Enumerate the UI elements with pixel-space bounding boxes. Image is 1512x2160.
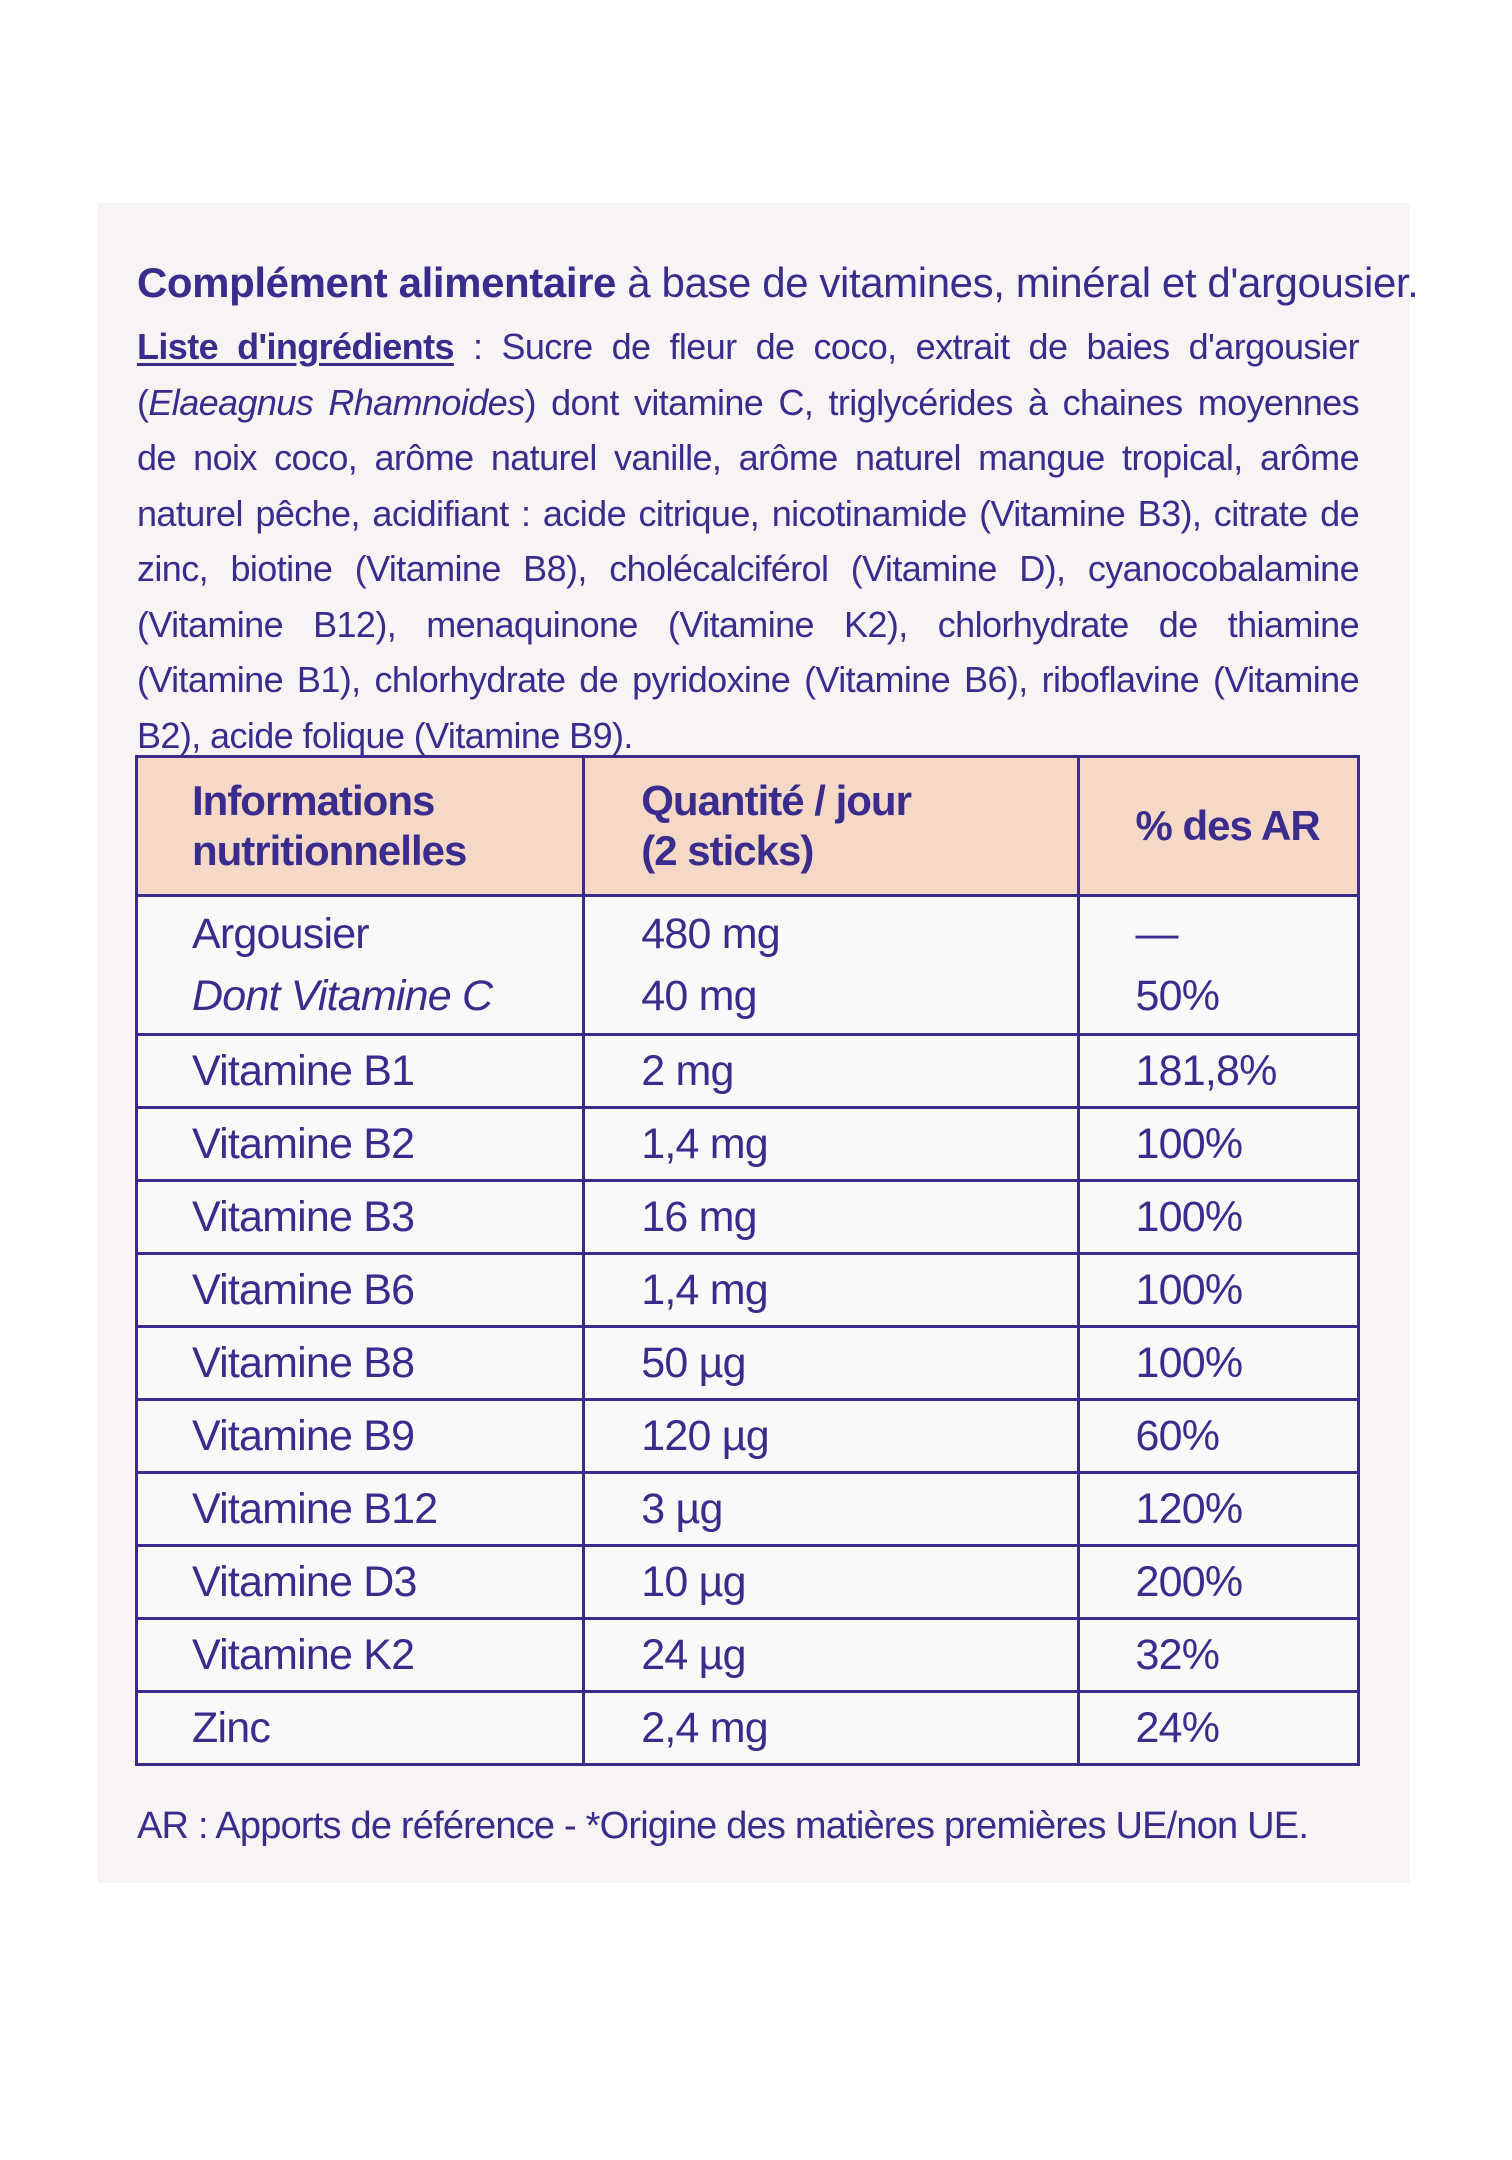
table-row — [137, 1108, 1359, 1181]
table-row — [137, 1400, 1359, 1473]
ingredients-text-start: Sucre de fleur de coco, extrait de baies d'argousier ( — [137, 326, 1359, 423]
quantity-value: 24 µg — [584, 1619, 1078, 1692]
header-quantity — [584, 757, 1078, 896]
quantity-value: 1,4 mg — [584, 1254, 1078, 1327]
ar-value: 32% — [1078, 1619, 1359, 1692]
quantity-cell — [584, 896, 1078, 1035]
ingredients-text-rest: ) dont vitamine C, triglycérides à chaines moyennes de noix coco, arôme naturel vanille, arôme naturel mangue tropical, arôme naturel pêche, acidifiant : acide citrique, nicotinamide (Vitamine B3), citrate de zinc, biotine (Vitamine B8), cholécalciférol (Vitamine D), cyanocobalamine (Vitamine B12), menaquinone (Vitamine K2), chlorhydrate de thiamine (Vitamine B1), chlorhydrate de pyridoxine (Vitamine B6), riboflavine (Vitamine B2), acide folique (Vitamine B9). — [137, 381, 1359, 756]
nutrient-name: Vitamine K2 — [137, 1619, 584, 1692]
quantity-value: 2,4 mg — [584, 1692, 1078, 1765]
nutrient-name: Vitamine B2 — [137, 1108, 584, 1181]
table-row — [137, 896, 1359, 1035]
nutrient-name: Vitamine B3 — [137, 1181, 584, 1254]
header-ar-percent — [1078, 757, 1359, 896]
header-quantity-line2: (2 sticks) — [641, 827, 814, 874]
table-row — [137, 1327, 1359, 1400]
ar-value: 100% — [1078, 1254, 1359, 1327]
header-nutrition-info — [137, 757, 584, 896]
table-row — [137, 1619, 1359, 1692]
ingredients-list — [137, 319, 1359, 763]
quantity-value: 50 µg — [584, 1327, 1078, 1400]
table-row — [137, 1254, 1359, 1327]
ar-cell — [1078, 896, 1359, 1035]
ar-value: 100% — [1078, 1327, 1359, 1400]
ar-sub-value: 50% — [1135, 972, 1220, 1020]
nutrition-table — [135, 755, 1360, 1766]
quantity-value: 16 mg — [584, 1181, 1078, 1254]
table-row — [137, 1181, 1359, 1254]
nutrient-name: Vitamine B12 — [137, 1473, 584, 1546]
nutrient-cell — [137, 896, 584, 1035]
header-quantity-line1: Quantité / jour — [641, 777, 911, 824]
ar-value: 60% — [1078, 1400, 1359, 1473]
quantity-value: 10 µg — [584, 1546, 1078, 1619]
nutrient-name: Vitamine B8 — [137, 1327, 584, 1400]
ingredients-separator: : — [453, 326, 502, 367]
header-ar-percent-label: % des AR — [1135, 802, 1320, 849]
nutrient-sub-name: Dont Vitamine C — [192, 972, 493, 1020]
table-row — [137, 1035, 1359, 1108]
header-nutrition-info-line1: Informations — [192, 777, 435, 824]
product-description: à base de vitamines, minéral et d'argousier. — [616, 259, 1419, 306]
product-type: Complément alimentaire — [137, 259, 616, 306]
intro-section — [137, 255, 1419, 763]
nutrient-name: Argousier — [192, 910, 369, 958]
quantity-value: 480 mg — [641, 910, 780, 958]
table-header-row — [137, 757, 1359, 896]
ar-value: 100% — [1078, 1181, 1359, 1254]
product-headline — [137, 255, 1419, 311]
ar-value: 120% — [1078, 1473, 1359, 1546]
nutrient-name: Vitamine B1 — [137, 1035, 584, 1108]
footnote: AR : Apports de référence - *Origine des matières premières UE/non UE. — [137, 1805, 1309, 1847]
ar-value: 200% — [1078, 1546, 1359, 1619]
nutrient-name: Zinc — [137, 1692, 584, 1765]
quantity-value: 2 mg — [584, 1035, 1078, 1108]
ar-value: — — [1135, 910, 1178, 958]
table-row — [137, 1473, 1359, 1546]
ar-value: 181,8% — [1078, 1035, 1359, 1108]
nutrient-name: Vitamine B9 — [137, 1400, 584, 1473]
table-row — [137, 1546, 1359, 1619]
ingredients-label: Liste d'ingrédients — [137, 326, 454, 367]
ar-value: 24% — [1078, 1692, 1359, 1765]
header-nutrition-info-line2: nutritionnelles — [192, 827, 467, 874]
ar-value: 100% — [1078, 1108, 1359, 1181]
nutrient-name: Vitamine B6 — [137, 1254, 584, 1327]
latin-name: Elaeagnus Rhamnoides — [148, 381, 525, 423]
nutrient-name: Vitamine D3 — [137, 1546, 584, 1619]
quantity-value: 120 µg — [584, 1400, 1078, 1473]
quantity-value: 1,4 mg — [584, 1108, 1078, 1181]
quantity-sub-value: 40 mg — [641, 972, 757, 1020]
quantity-value: 3 µg — [584, 1473, 1078, 1546]
table-row — [137, 1692, 1359, 1765]
